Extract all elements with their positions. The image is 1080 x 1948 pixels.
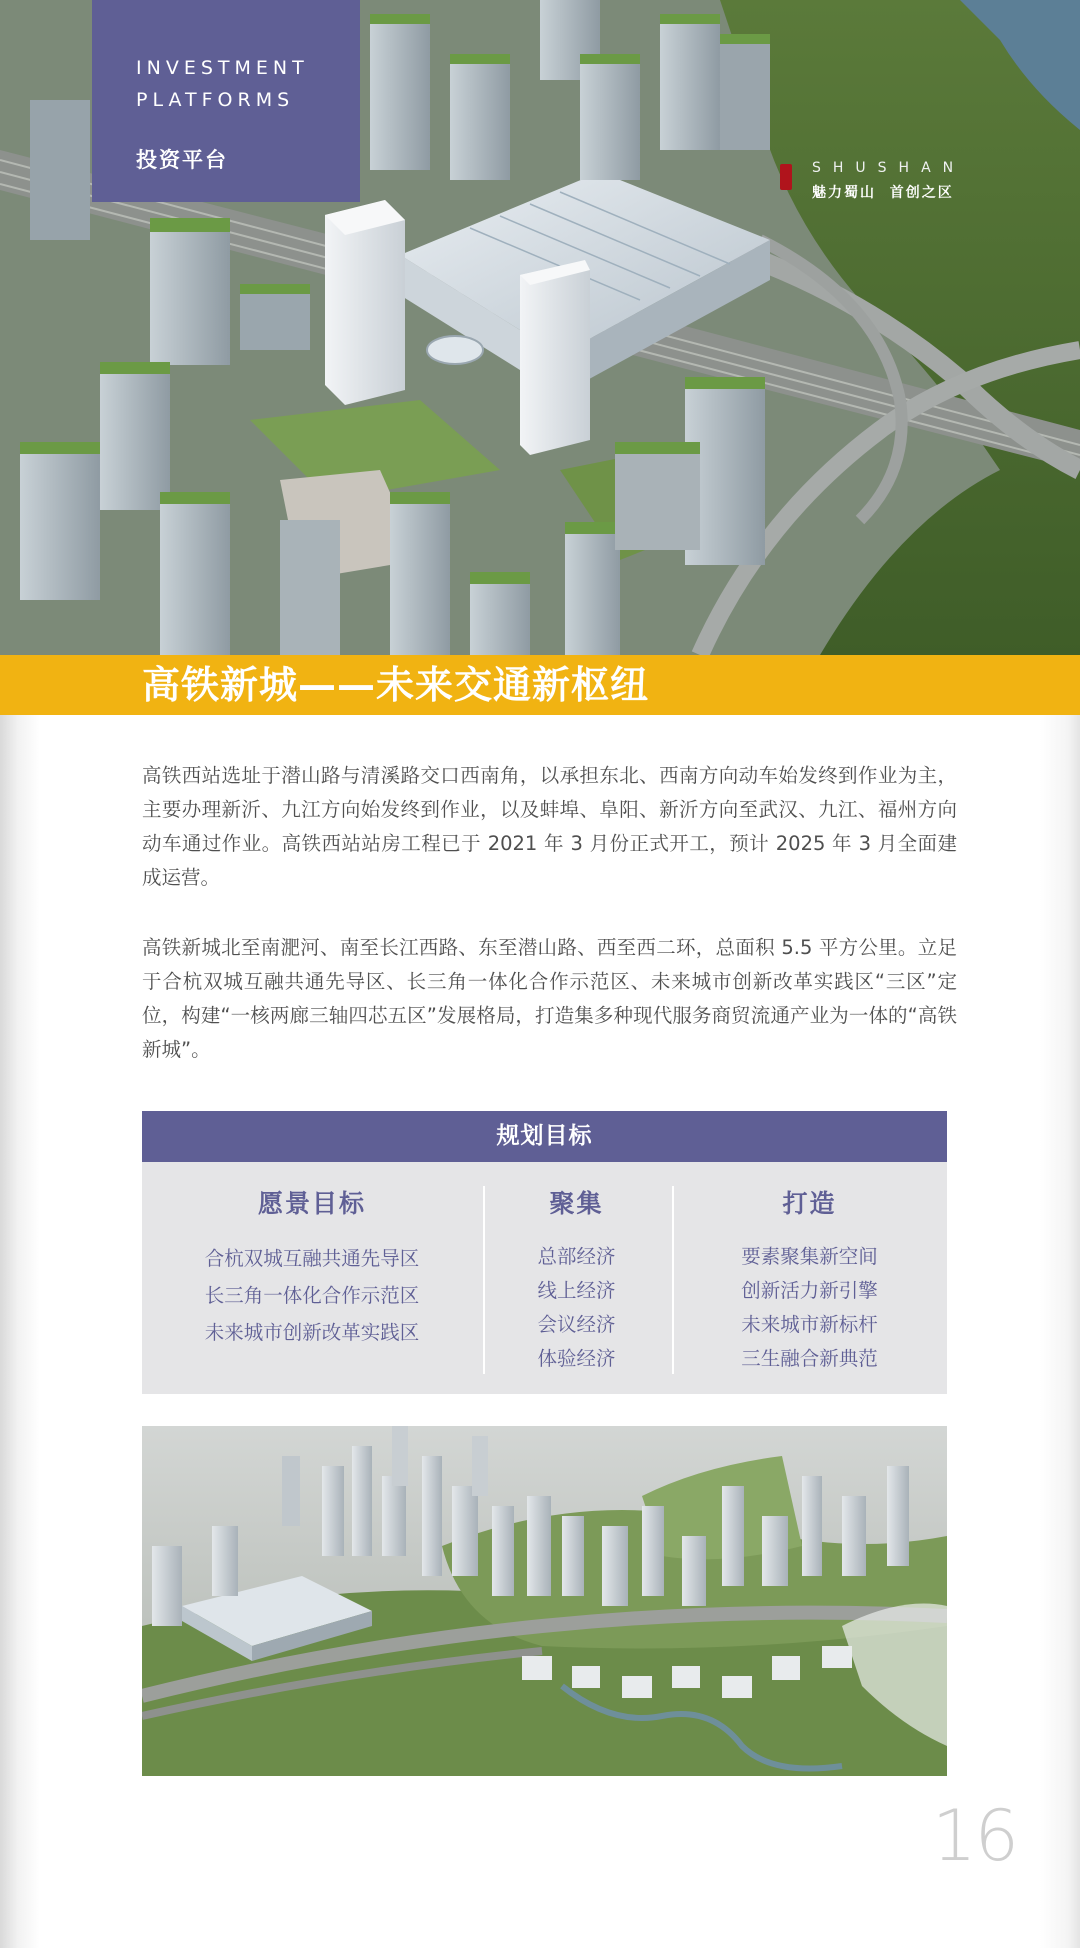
title-band: [0, 655, 1080, 715]
paragraph-station: 高铁西站选址于潜山路与清溪路交口西南角，以承担东北、西南方向动车始发终到作业为主，主要办理新沂、九江方向始发终到作业，以及蚌埠、阜阳、新沂方向至武汉、九江、福州方向动车通过作业。高铁西站站房工程已于 2021 年 3 月份正式开工，预计 2025 年 3 月全面建成运营。: [142, 764, 957, 889]
new-city-aerial-rendering: [142, 1426, 947, 1776]
hero-station-rendering: [0, 0, 1080, 655]
list-item: 长三角一体化合作示范区: [204, 1284, 420, 1307]
list-item: 创新活力新引擎: [741, 1279, 878, 1302]
list-item: 体验经济: [537, 1347, 616, 1370]
list-item: 合杭双城互融共通先导区: [204, 1247, 420, 1270]
column-title: 聚集: [549, 1189, 604, 1218]
list-item: 未来城市创新改革实践区: [204, 1321, 420, 1344]
brand-mark: [780, 160, 1000, 210]
section-label-box: [92, 0, 360, 202]
column-title: 愿景目标: [257, 1189, 366, 1218]
goals-header: 规划目标: [142, 1111, 947, 1162]
list-item: 总部经济: [537, 1245, 616, 1268]
brand-slogan: 魅力蜀山 首创之区: [812, 185, 954, 201]
section-label-cn: 投资平台: [136, 148, 228, 172]
goals-column-vision: [142, 1162, 482, 1351]
brand-en: SHUSHAN: [812, 160, 966, 176]
goals-column-cluster: [484, 1162, 669, 1376]
page-title: 高铁新城——未来交通新枢纽: [142, 663, 650, 707]
list-item: 线上经济: [537, 1279, 616, 1302]
list-item: 要素聚集新空间: [741, 1245, 878, 1268]
planning-goals-table: [142, 1111, 947, 1394]
column-title: 打造: [782, 1189, 837, 1218]
paragraph-new-city: 高铁新城北至南淝河、南至长江西路、东至潜山路、西至西二环，总面积 5.5 平方公里。立足于合杭双城互融共通先导区、长三角一体化合作示范区、未来城市创新改革实践区“三区”定位，构建“一核两廊三轴四芯五区”发展格局，打造集多种现代服务商贸流通产业为一体的“高铁新城”。: [142, 936, 957, 1061]
section-label-en: INVESTMENT PLATFORMS: [136, 57, 309, 111]
aerial-illustration: [142, 1426, 947, 1776]
list-item: 会议经济: [537, 1313, 616, 1336]
goals-column-build: [672, 1162, 947, 1376]
page-number: 16: [932, 1795, 1018, 1877]
list-item: 未来城市新标杆: [741, 1313, 878, 1336]
list-item: 三生融合新典范: [741, 1347, 878, 1370]
seal-icon: [780, 164, 792, 190]
